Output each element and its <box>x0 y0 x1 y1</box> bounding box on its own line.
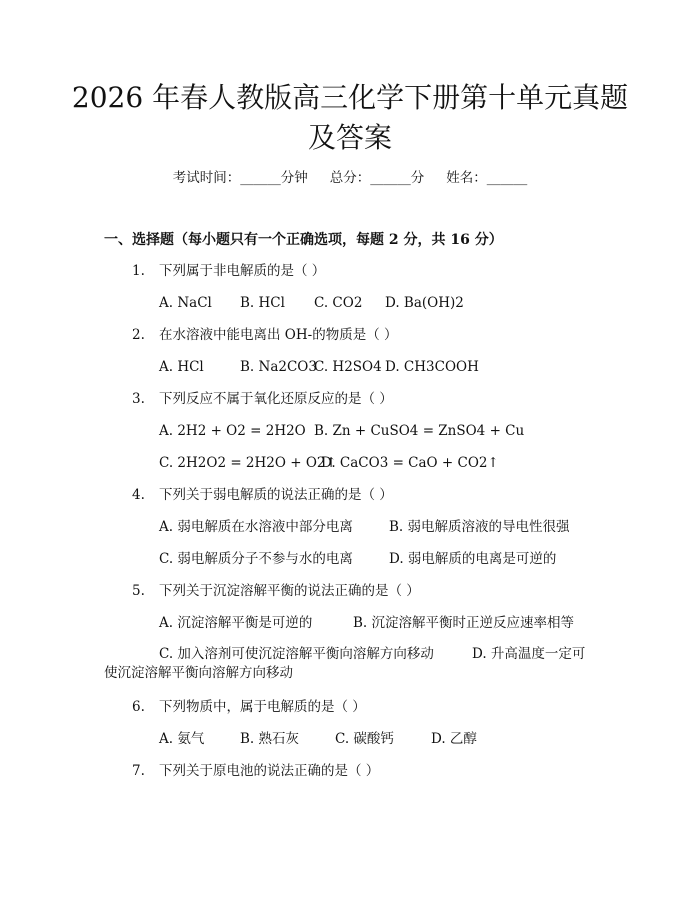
option-d: D. 乙醇 <box>431 731 477 747</box>
option-c: C. 碳酸钙 <box>335 731 394 747</box>
option-d: D. CaCO3 = CaO + CO2↑ <box>321 455 499 471</box>
total-score-field: 总分：______分 <box>329 170 425 186</box>
option-b: B. Na2CO3 <box>240 359 317 375</box>
option-b: B. 沉淀溶解平衡时正逆反应速率相等 <box>353 615 575 631</box>
section-heading: 一、选择题（每小题只有一个正确选项，每题 2 分，共 16 分） <box>104 232 503 248</box>
question-4 <box>132 485 393 505</box>
option-d: D. 弱电解质的电离是可逆的 <box>389 551 557 567</box>
question-7 <box>132 761 379 781</box>
option-c: C. 加入溶剂可使沉淀溶解平衡向溶解方向移动 <box>159 646 434 662</box>
page-title-line-1: 2026 年春人教版高三化学下册第十单元真题 <box>71 81 629 114</box>
question-stem: 下列关于沉淀溶解平衡的说法正确的是（ ） <box>159 583 420 599</box>
question-number: 6. <box>132 699 145 715</box>
question-stem: 下列物质中，属于电解质的是（ ） <box>159 699 366 715</box>
question-number: 3. <box>132 391 145 407</box>
option-d: D. 升高温度一定可 <box>472 646 586 662</box>
question-stem: 下列反应不属于氧化还原反应的是（ ） <box>159 391 393 407</box>
option-a: A. 氨气 <box>159 731 205 747</box>
question-stem: 下列关于原电池的说法正确的是（ ） <box>159 763 380 779</box>
question-number: 7. <box>132 763 145 779</box>
question-1 <box>132 261 325 281</box>
option-a: A. NaCl <box>159 295 212 311</box>
question-3 <box>132 389 393 409</box>
exam-time-field: 考试时间：______分钟 <box>172 170 308 186</box>
option-b: B. Zn + CuSO4 = ZnSO4 + Cu <box>314 423 525 439</box>
exam-info <box>0 168 700 188</box>
option-d: D. CH3COOH <box>385 359 479 375</box>
student-name-field: 姓名：______ <box>446 170 528 186</box>
option-c: C. 弱电解质分子不参与水的电离 <box>159 551 353 567</box>
question-number: 4. <box>132 487 145 503</box>
option-a: A. 沉淀溶解平衡是可逆的 <box>159 615 313 631</box>
option-b: B. 熟石灰 <box>240 731 300 747</box>
page-title-line-2: 及答案 <box>307 121 392 154</box>
question-stem: 下列属于非电解质的是（ ） <box>159 263 326 279</box>
option-c: C. 2H2O2 = 2H2O + O2↑ <box>159 455 337 471</box>
question-stem: 下列关于弱电解质的说法正确的是（ ） <box>159 487 393 503</box>
option-b: B. 弱电解质溶液的导电性很强 <box>389 519 570 535</box>
option-c: C. H2SO4 <box>314 359 382 375</box>
option-c: C. CO2 <box>314 295 363 311</box>
question-stem: 在水溶液中能电离出 OH-的物质是（ ） <box>159 327 398 343</box>
question-number: 2. <box>132 327 145 343</box>
option-a: A. HCl <box>159 359 204 375</box>
option-d-continuation: 使沉淀溶解平衡向溶解方向移动 <box>104 665 293 681</box>
question-5 <box>132 581 420 601</box>
option-d: D. Ba(OH)2 <box>385 295 464 311</box>
question-6 <box>132 697 366 717</box>
option-a: A. 弱电解质在水溶液中部分电离 <box>159 519 353 535</box>
option-a: A. 2H2 + O2 = 2H2O <box>159 423 306 439</box>
question-number: 5. <box>132 583 145 599</box>
question-number: 1. <box>132 263 145 279</box>
option-b: B. HCl <box>240 295 285 311</box>
question-2 <box>132 325 397 345</box>
